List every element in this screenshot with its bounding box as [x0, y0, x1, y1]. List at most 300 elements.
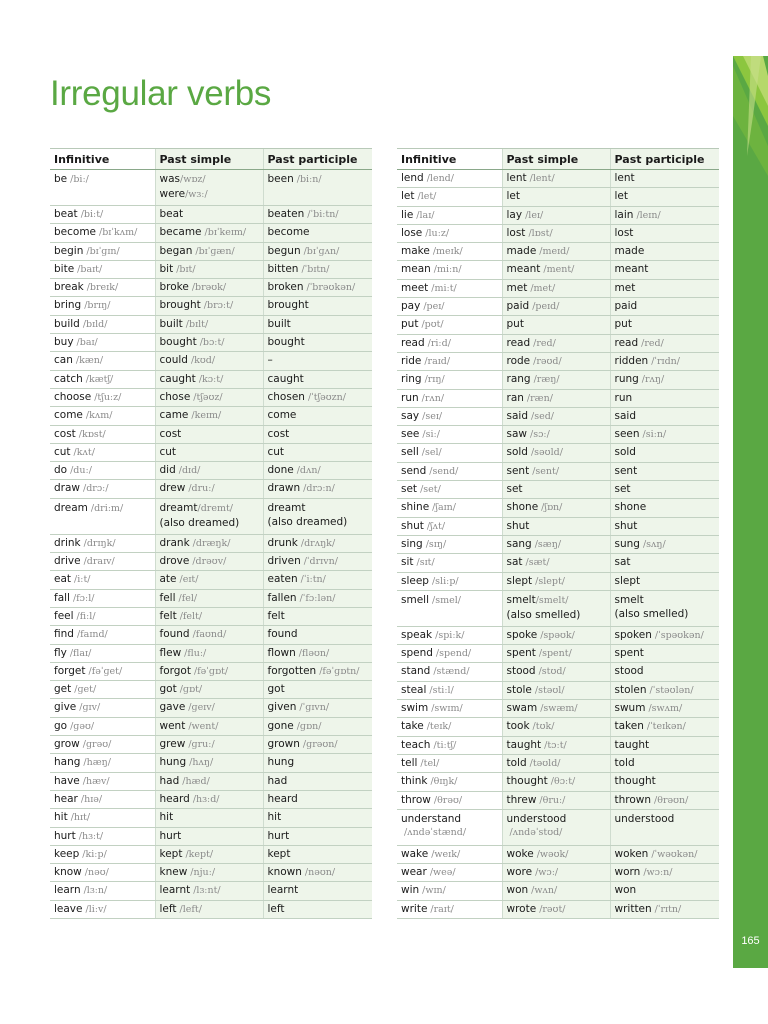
past-participle-cell [263, 882, 372, 900]
phonetic: /wʌn/ [531, 885, 558, 897]
phonetic: /kɒst/ [78, 428, 106, 440]
verb-row [397, 900, 719, 918]
infinitive-cell [50, 206, 155, 224]
infinitive-cell [50, 260, 155, 278]
verb-form: hurt [54, 829, 76, 842]
verb-form: made [614, 245, 645, 258]
infinitive-cell [50, 790, 155, 808]
verb-form: meant [614, 263, 649, 276]
past-participle-cell [610, 718, 719, 736]
verb-form: – [267, 354, 273, 367]
phonetic: /njuː/ [190, 867, 216, 879]
phonetic: /set/ [420, 484, 441, 496]
past-simple-cell [155, 681, 263, 699]
phonetic: /kʌt/ [73, 446, 95, 458]
phonetic: /θɔːt/ [550, 776, 576, 788]
verb-row [50, 242, 372, 260]
phonetic: /wɜː/ [185, 189, 208, 200]
past-simple-cell [502, 499, 610, 517]
verb-form: cut [159, 445, 177, 458]
verb-form: smelt [506, 593, 536, 606]
verb-form: hang [54, 756, 81, 769]
past-simple-cell [155, 589, 263, 607]
verb-form: brought [267, 299, 309, 312]
verb-form: wear [401, 866, 427, 879]
verb-row [50, 607, 372, 625]
verb-form: make [401, 245, 430, 258]
verb-form: go [54, 719, 68, 732]
infinitive-cell [397, 206, 502, 224]
phonetic: /hæŋ/ [83, 757, 111, 769]
past-participle-cell [610, 407, 719, 425]
verb-form: bite [54, 262, 75, 275]
verb-form: won [614, 884, 637, 897]
phonetic: /lɒst/ [528, 227, 553, 239]
verb-form: read [506, 336, 531, 349]
verb-row [397, 499, 719, 517]
past-simple-cell [155, 462, 263, 480]
verb-form: win [401, 884, 420, 897]
phonetic: /ʃɒn/ [541, 502, 563, 514]
past-simple-cell [155, 480, 263, 498]
verb-form: written [614, 902, 652, 915]
verb-form: caught [267, 372, 304, 385]
phonetic: /ˈrɪdn/ [651, 355, 680, 367]
verb-form: bitten [267, 262, 299, 275]
infinitive-cell [397, 645, 502, 663]
verb-form: let [614, 190, 628, 203]
phonetic: /θrəʊn/ [654, 794, 689, 806]
verb-row [397, 700, 719, 718]
phonetic: /stænd/ [433, 666, 470, 678]
past-participle-cell [610, 352, 719, 370]
past-participle-cell [610, 773, 719, 791]
past-simple-cell [155, 754, 263, 772]
verb-form: read [614, 336, 639, 349]
phonetic: /rəʊt/ [539, 903, 566, 915]
verb-form: lose [401, 226, 423, 239]
phonetic: /ʃaɪn/ [432, 502, 456, 514]
verb-form: hit [267, 811, 282, 824]
verb-form: hung [159, 756, 187, 769]
verb-form: teach [401, 738, 431, 751]
phonetic: /θrəʊ/ [433, 794, 463, 806]
header-past-simple: Past simple [155, 149, 263, 170]
verb-form: beat [159, 208, 184, 220]
verb-form: fallen [267, 591, 297, 604]
infinitive-cell [50, 315, 155, 333]
verb-form: think [401, 775, 428, 788]
verb-form: rung [614, 373, 639, 386]
infinitive-cell [50, 644, 155, 662]
phonetic: /ɡɒn/ [296, 720, 322, 732]
verb-form: went [159, 719, 186, 732]
phonetic: /ˈbɪtn/ [301, 263, 330, 275]
infinitive-cell [397, 535, 502, 553]
infinitive-cell [50, 827, 155, 845]
verb-form: write [401, 902, 428, 915]
past-simple-cell [502, 554, 610, 572]
verb-form: ride [401, 354, 422, 367]
phonetic: /teɪk/ [426, 721, 452, 733]
infinitive-cell [397, 681, 502, 699]
past-participle-cell [263, 297, 372, 315]
verb-form: come [267, 409, 297, 422]
verb-form: drawn [267, 482, 301, 495]
infinitive-cell [50, 370, 155, 388]
verb-form: left [267, 902, 285, 915]
infinitive-cell [50, 407, 155, 425]
phonetic: /fɔːl/ [72, 592, 95, 604]
infinitive-cell [50, 882, 155, 900]
past-participle-cell [610, 261, 719, 279]
phonetic: /dremt/ [197, 502, 233, 514]
phonetic: /wəʊk/ [536, 848, 569, 860]
past-participle-cell [263, 772, 372, 790]
infinitive-cell [397, 791, 502, 809]
phonetic: /let/ [417, 191, 437, 203]
phonetic: /faʊnd/ [192, 629, 227, 641]
verb-row [50, 681, 372, 699]
infinitive-cell [397, 279, 502, 297]
verb-row [397, 517, 719, 535]
verb-form: known [267, 866, 302, 879]
past-simple-cell [502, 590, 610, 626]
verb-row [397, 681, 719, 699]
verb-form: feel [54, 609, 74, 622]
verb-row [50, 644, 372, 662]
phonetic: /hæv/ [82, 775, 110, 787]
phonetic: /θruː/ [539, 794, 566, 806]
phonetic: /bɪˈɡɪn/ [86, 245, 120, 257]
phonetic: /fəˈɡɒt/ [193, 665, 229, 677]
verb-row [397, 279, 719, 297]
verb-form: could [159, 354, 188, 367]
verb-form: sold [506, 446, 528, 459]
verb-form: lost [614, 226, 634, 239]
past-participle-cell [610, 590, 719, 626]
verb-form: buy [54, 336, 74, 349]
phonetic: /tʃəʊz/ [193, 391, 223, 403]
verb-form: mean [401, 263, 431, 276]
past-participle-cell [263, 443, 372, 461]
page-number: 165 [741, 935, 760, 947]
phonetic: /brɔːt/ [203, 300, 234, 312]
past-participle-cell [610, 791, 719, 809]
verb-form: sell [401, 446, 419, 459]
phonetic: /went/ [188, 720, 219, 732]
verb-row [50, 206, 372, 224]
past-simple-cell [502, 517, 610, 535]
verb-row [50, 845, 372, 863]
verb-form: put [614, 318, 632, 331]
phonetic: /faɪnd/ [76, 629, 108, 641]
past-simple-cell [502, 206, 610, 224]
past-participle-cell [610, 900, 719, 918]
verb-row [50, 443, 372, 461]
past-participle-cell [263, 279, 372, 297]
verb-form: shone [506, 501, 539, 514]
verb-form: understood [614, 812, 675, 825]
verb-form: hear [54, 792, 78, 805]
phonetic: /ˈtʃəʊzn/ [307, 391, 346, 403]
past-participle-cell [263, 315, 372, 333]
infinitive-cell [397, 389, 502, 407]
verb-form: forgot [159, 664, 191, 677]
phonetic: /bɪld/ [82, 318, 108, 330]
phonetic: /spent/ [538, 648, 572, 660]
phonetic: /sæt/ [525, 557, 550, 569]
verb-table-right [397, 148, 719, 919]
infinitive-cell [397, 882, 502, 900]
phonetic: /ˈrɪtn/ [654, 903, 682, 915]
past-simple-cell [155, 662, 263, 680]
infinitive-cell [50, 754, 155, 772]
phonetic: /hɜːt/ [78, 830, 104, 842]
verb-row [397, 407, 719, 425]
verb-form: shone [614, 501, 647, 514]
infinitive-cell [50, 297, 155, 315]
verb-form: thought [506, 775, 548, 788]
verb-form: met [506, 281, 528, 294]
verb-form: bought [267, 336, 305, 349]
phonetic: /spend/ [435, 648, 472, 660]
verb-row [397, 809, 719, 845]
phonetic: /fel/ [178, 592, 198, 604]
past-simple-cell [502, 444, 610, 462]
past-participle-cell [263, 736, 372, 754]
past-simple-cell [502, 352, 610, 370]
infinitive-cell [50, 717, 155, 735]
past-participle-cell [263, 699, 372, 717]
infinitive-cell [397, 224, 502, 242]
verb-form: have [54, 774, 80, 787]
verb-row [397, 791, 719, 809]
past-simple-cell [155, 772, 263, 790]
phonetic: /drɔːn/ [303, 483, 335, 495]
past-simple-cell [502, 170, 610, 188]
verb-form: build [54, 317, 80, 330]
phonetic: /biː/ [70, 174, 89, 185]
verb-form: were [159, 188, 186, 200]
verb-form: cost [54, 427, 76, 440]
verb-row [397, 554, 719, 572]
phonetic: /brəʊk/ [191, 282, 227, 294]
past-participle-cell [263, 662, 372, 680]
infinitive-cell [397, 243, 502, 261]
phonetic: /keɪm/ [191, 410, 222, 422]
phonetic: /bɪˈɡæn/ [195, 245, 235, 257]
verb-form: spend [401, 647, 433, 660]
phonetic: /dræŋk/ [192, 537, 231, 549]
past-participle-cell [610, 700, 719, 718]
past-participle-cell [610, 170, 719, 188]
infinitive-cell [397, 773, 502, 791]
verb-row [397, 645, 719, 663]
phonetic: /weɪk/ [431, 848, 461, 860]
past-participle-cell [610, 316, 719, 334]
verb-form: chose [159, 390, 191, 403]
past-simple-cell [155, 407, 263, 425]
past-participle-cell [263, 370, 372, 388]
verb-form: paid [506, 300, 530, 313]
verb-form: draw [54, 482, 81, 495]
verb-row [50, 407, 372, 425]
phonetic: /tʊk/ [532, 721, 555, 733]
phonetic: /nəʊ/ [84, 867, 109, 879]
phonetic: /stəʊl/ [534, 684, 565, 696]
phonetic: /sliːp/ [431, 575, 459, 587]
past-simple-cell [155, 242, 263, 260]
verb-form: do [54, 464, 68, 477]
verb-form: grown [267, 738, 300, 751]
verb-form: lie [401, 208, 414, 221]
infinitive-cell [397, 426, 502, 444]
past-participle-cell [610, 626, 719, 644]
past-simple-cell [155, 790, 263, 808]
infinitive-cell [397, 718, 502, 736]
verb-form: shut [614, 519, 638, 532]
past-participle-cell [263, 462, 372, 480]
past-simple-cell [502, 845, 610, 863]
phonetic: /met/ [530, 282, 556, 294]
past-simple-cell [155, 315, 263, 333]
infinitive-cell [50, 662, 155, 680]
phonetic: /fluː/ [184, 647, 207, 659]
phonetic: /ɡəʊ/ [70, 720, 95, 732]
alternate-form-note: (also smelled) [506, 608, 581, 621]
verb-form: beaten [267, 208, 305, 220]
infinitive-cell [50, 534, 155, 552]
verb-form: given [267, 701, 297, 714]
header-infinitive: Infinitive [50, 149, 155, 170]
phonetic: /drɪŋk/ [83, 537, 116, 549]
past-simple-cell [155, 626, 263, 644]
past-simple-cell [502, 261, 610, 279]
verb-form: set [614, 483, 631, 496]
phonetic: /dɪd/ [178, 465, 201, 477]
past-simple-cell [502, 700, 610, 718]
past-participle-cell [610, 736, 719, 754]
infinitive-cell [397, 572, 502, 590]
phonetic: /rʌŋ/ [641, 374, 665, 386]
verb-form: smell [401, 593, 429, 606]
verb-form: wake [401, 847, 429, 860]
past-participle-cell [610, 188, 719, 206]
verb-row [397, 261, 719, 279]
verb-form: dreamt [159, 501, 198, 514]
verb-form: met [614, 281, 636, 294]
infinitive-cell [50, 443, 155, 461]
verb-form: stole [506, 683, 532, 696]
past-simple-cell [155, 425, 263, 443]
phonetic: /send/ [429, 465, 459, 477]
verb-form: spent [506, 647, 536, 660]
verb-form: sat [506, 556, 523, 569]
verb-form: take [401, 720, 424, 733]
verb-form: dream [54, 501, 88, 514]
verb-form: flown [267, 646, 296, 659]
past-participle-cell [610, 481, 719, 499]
verb-form: eaten [267, 573, 298, 586]
infinitive-cell [397, 809, 502, 845]
verb-form: kept [267, 847, 291, 860]
phonetic: /leɪ/ [525, 209, 544, 221]
past-simple-cell [502, 224, 610, 242]
verb-form: broken [267, 281, 304, 294]
phonetic: /bɪlt/ [185, 318, 209, 330]
verb-form: been [267, 173, 294, 185]
past-simple-cell [502, 316, 610, 334]
verb-row [397, 188, 719, 206]
verb-form: lent [614, 172, 635, 184]
verb-form: grew [159, 738, 186, 751]
infinitive-cell [50, 498, 155, 534]
verb-form: come [54, 409, 83, 422]
past-simple-cell [502, 334, 610, 352]
past-participle-cell [263, 206, 372, 224]
verb-form: grow [54, 738, 80, 751]
verb-row [397, 718, 719, 736]
verb-form: taught [614, 738, 650, 751]
verb-row [397, 736, 719, 754]
verb-form: got [267, 683, 285, 696]
verb-form: gone [267, 719, 294, 732]
phonetic: /stʊd/ [538, 666, 566, 678]
infinitive-cell [50, 242, 155, 260]
phonetic: /lɜːnt/ [193, 885, 221, 897]
phonetic: /seɪ/ [422, 410, 443, 422]
phonetic: /kɔːt/ [198, 373, 224, 385]
verb-form: seen [614, 428, 640, 441]
verb-form: felt [267, 609, 285, 622]
verb-form: ran [506, 391, 524, 404]
verb-form: learn [54, 884, 81, 897]
verb-row [397, 462, 719, 480]
verb-form: throw [401, 793, 431, 806]
verb-form: took [506, 720, 530, 733]
header-past-participle: Past participle [610, 149, 719, 170]
verb-form: catch [54, 372, 83, 385]
verb-form: shut [401, 519, 424, 532]
verb-form: told [506, 756, 527, 769]
verb-form: won [506, 884, 529, 897]
past-simple-cell [155, 571, 263, 589]
verb-form: learnt [159, 884, 191, 897]
verb-form: rang [506, 373, 531, 386]
verb-form: keep [54, 847, 80, 860]
verb-row [397, 243, 719, 261]
header-row [397, 149, 719, 170]
verb-row [397, 845, 719, 863]
phonetic: /nəʊn/ [304, 867, 336, 879]
phonetic: /hɪt/ [70, 812, 91, 824]
past-simple-cell [155, 864, 263, 882]
past-participle-cell [263, 644, 372, 662]
verb-form: hit [159, 811, 174, 824]
past-participle-cell [263, 170, 372, 206]
past-participle-cell [610, 224, 719, 242]
past-simple-cell [155, 809, 263, 827]
verb-form: said [506, 409, 528, 422]
phonetic: /stiːl/ [429, 684, 454, 696]
phonetic: /sel/ [421, 447, 442, 459]
verb-form: slept [506, 574, 533, 587]
past-simple-cell [502, 681, 610, 699]
infinitive-cell [50, 681, 155, 699]
phonetic: /bɪˈkeɪm/ [204, 227, 247, 239]
infinitive-cell [397, 626, 502, 644]
